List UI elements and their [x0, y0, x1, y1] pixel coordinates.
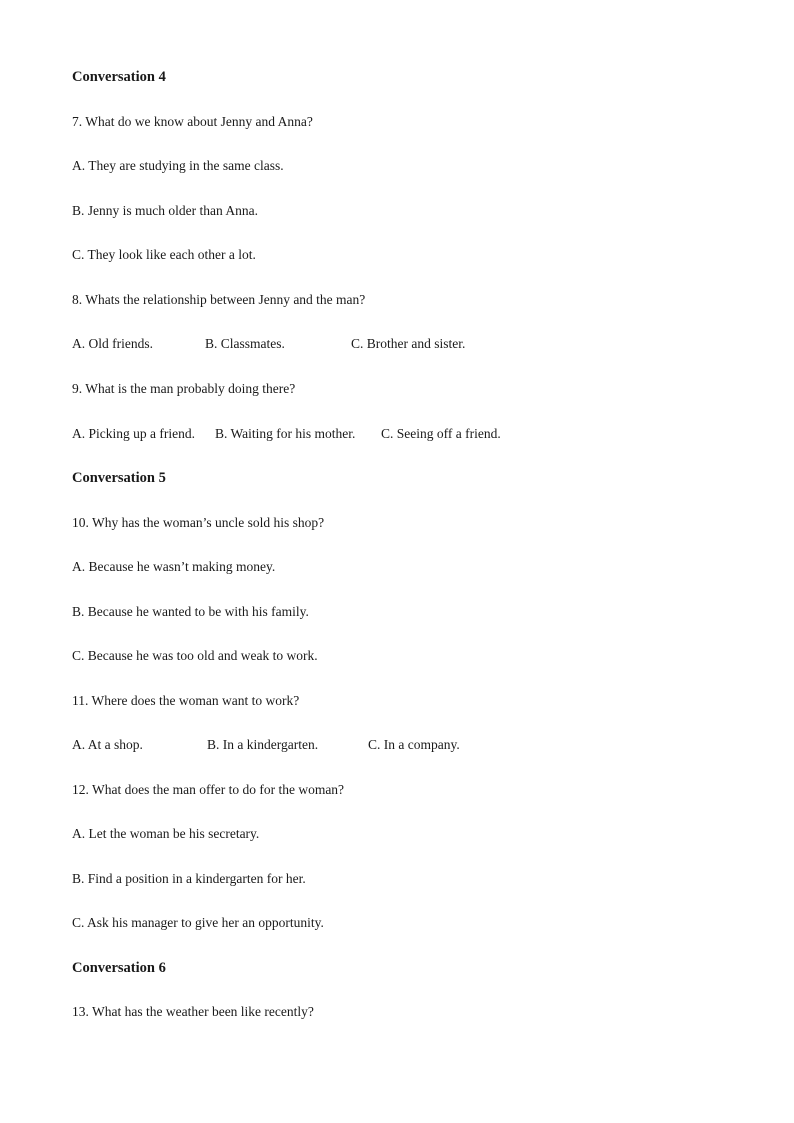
answer-option: A. Let the woman be his secretary. — [72, 826, 260, 841]
answer-option: A. At a shop. — [72, 737, 143, 752]
answer-option: C. Ask his manager to give her an opportunity. — [72, 915, 324, 930]
question-text: 8. Whats the relationship between Jenny and the man? — [72, 292, 366, 307]
answer-option: B. In a kindergarten. — [207, 737, 319, 752]
question-text: 10. Why has the woman’s uncle sold his shop? — [72, 515, 325, 530]
answer-option: B. Classmates. — [205, 336, 285, 351]
section-heading: Conversation 4 — [72, 69, 166, 85]
question-text: 7. What do we know about Jenny and Anna? — [72, 114, 313, 129]
question-text: 11. Where does the woman want to work? — [72, 693, 300, 708]
answer-option: B. Waiting for his mother. — [215, 426, 356, 441]
answer-option: C. Seeing off a friend. — [381, 426, 501, 441]
question-text: 13. What has the weather been like recently? — [72, 1004, 314, 1019]
answer-option: B. Jenny is much older than Anna. — [72, 203, 258, 218]
answer-option: A. They are studying in the same class. — [72, 158, 284, 173]
answer-option: B. Because he wanted to be with his family. — [72, 604, 309, 619]
question-text: 9. What is the man probably doing there? — [72, 381, 296, 396]
answer-option: C. Brother and sister. — [351, 336, 466, 351]
section-heading: Conversation 6 — [72, 960, 166, 976]
section-heading: Conversation 5 — [72, 470, 166, 486]
answer-option: C. In a company. — [368, 737, 460, 752]
answer-option: C. Because he was too old and weak to work. — [72, 648, 318, 663]
answer-option: A. Because he wasn’t making money. — [72, 559, 276, 574]
answer-option: B. Find a position in a kindergarten for her. — [72, 871, 306, 886]
answer-option: A. Old friends. — [72, 336, 153, 351]
question-text: 12. What does the man offer to do for the woman? — [72, 782, 345, 797]
answer-option: C. They look like each other a lot. — [72, 247, 256, 262]
answer-option: A. Picking up a friend. — [72, 426, 195, 441]
